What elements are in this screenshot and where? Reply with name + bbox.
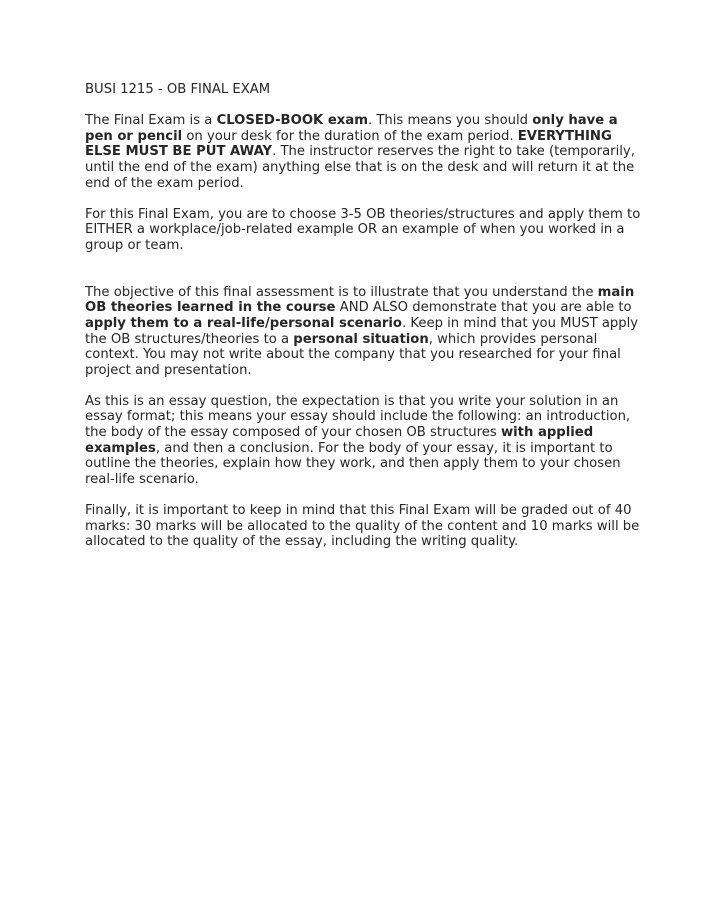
paragraph-exam-rules bbox=[85, 113, 645, 191]
text-run: AND ALSO demonstrate that you are able to bbox=[335, 300, 632, 316]
bold-text-run: only have a pen or pencil bbox=[85, 113, 618, 144]
paragraph-grading bbox=[85, 503, 645, 550]
text-run: on your desk for the duration of the exam period. bbox=[182, 128, 518, 144]
text-run: As this is an essay question, the expectation is that you write your solution in an essay format; this means your essay should include the following: an introduction, the body of the essay composed of your chosen OB structures bbox=[85, 393, 631, 441]
text-run: Finally, it is important to keep in mind that this Final Exam will be graded out of 40 marks: 30 marks will be allocated to the quality of the content and 10 marks will be allocated to the quality of the essay, including the writing quality. bbox=[85, 503, 640, 550]
text-run: , which provides personal context. You may not write about the company that you researched for your final project and presentation. bbox=[85, 331, 621, 378]
paragraph-instructions bbox=[85, 207, 645, 254]
paragraph-objective bbox=[85, 285, 645, 379]
bold-text-run: personal situation bbox=[293, 331, 429, 347]
bold-text-run: apply them to a real-life/personal scenario bbox=[85, 315, 402, 331]
text-run: , and then a conclusion. For the body of your essay, it is important to outline the theories, explain how they work, and then apply them to your chosen real-life scenario. bbox=[85, 440, 621, 487]
bold-text-run: EVERYTHING ELSE MUST BE PUT AWAY bbox=[85, 128, 612, 160]
text-run: . This means you should bbox=[367, 113, 533, 129]
bold-text-run: main OB theories learned in the course bbox=[85, 284, 635, 316]
document-body bbox=[85, 82, 645, 550]
document-title: BUSI 1215 - OB FINAL EXAM bbox=[85, 82, 271, 97]
text-run: For this Final Exam, you are to choose 3-5 OB theories/structures and apply them to EITHER a workplace/job-related example OR an example of when you worked in a group or team. bbox=[85, 206, 641, 253]
text-run: The Final Exam is a bbox=[85, 113, 217, 129]
bold-text-run: CLOSED-BOOK exam bbox=[216, 113, 368, 129]
paragraph-essay-format bbox=[85, 394, 645, 488]
text-run: . The instructor reserves the right to take (temporarily, until the end of the exam) anything else that is on the desk and will return it at the end of the exam period. bbox=[85, 144, 635, 191]
bold-text-run: with applied examples bbox=[85, 425, 594, 456]
text-run: . Keep in mind that you MUST apply the OB structures/theories to a bbox=[85, 315, 639, 347]
text-run: The objective of this final assessment is to illustrate that you understand the bbox=[85, 284, 598, 300]
